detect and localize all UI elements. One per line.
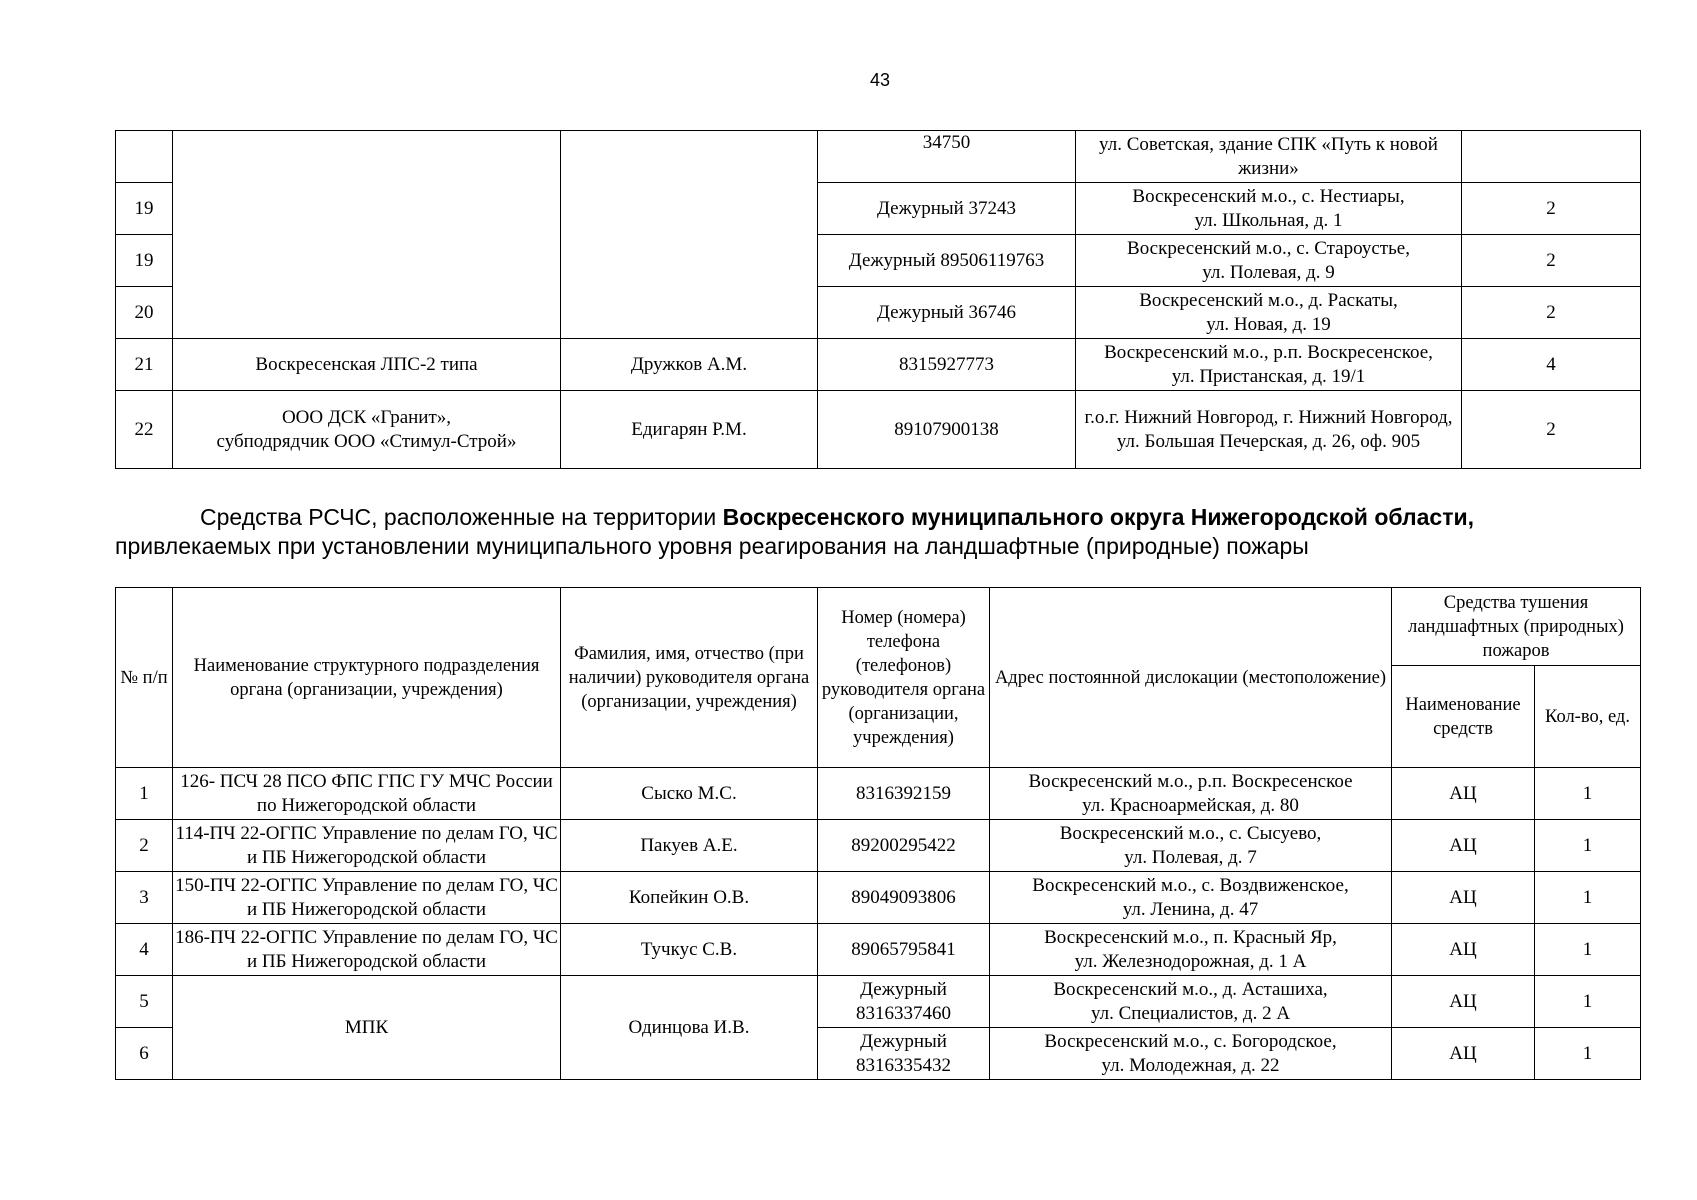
address-line: Воскресенский м.о., с. Воздвиженское, <box>1032 874 1349 896</box>
address-line: Воскресенский м.о., с. Сысуево, <box>1059 822 1322 844</box>
address-line: ул. Молодежная, д. 22 <box>1101 1054 1280 1076</box>
section-heading <box>115 503 1645 561</box>
table-row <box>116 924 1641 976</box>
phone-cell: 8315927773 <box>818 339 1076 391</box>
continuation-table <box>115 130 1641 469</box>
count-cell: 1 <box>1535 820 1641 872</box>
address-line: Воскресенский м.о., д. Раскаты, <box>1139 289 1398 311</box>
address-line: Воскресенский м.о., с. Нестиары, <box>1132 185 1405 207</box>
address-line: ул. Ленина, д. 47 <box>1122 898 1259 920</box>
head-cell: Едигарян Р.М. <box>561 391 818 469</box>
phone-cell: 89107900138 <box>818 391 1076 469</box>
means-cell: АЦ <box>1392 768 1535 820</box>
address-line: ул. Пристанская, д. 19/1 <box>1171 365 1366 387</box>
address-line: Воскресенский м.о., с. Богородское, <box>1044 1030 1337 1052</box>
header-means-count: Кол-во, ед. <box>1535 666 1641 768</box>
row-number: 6 <box>116 1028 173 1080</box>
address-line: ул. Специалистов, д. 2 А <box>1090 1002 1291 1024</box>
count-cell: 1 <box>1535 768 1641 820</box>
row-number: 2 <box>116 820 173 872</box>
heading-line-2: привлекаемых при установлении муниципального уровня реагирования на ландшафтные (природные) пожары <box>115 533 1309 559</box>
row-number: 21 <box>116 339 173 391</box>
org-cell: 186-ПЧ 22-ОГПС Управление по делам ГО, ЧС и ПБ Нижегородской области <box>173 924 561 976</box>
org-cell <box>173 391 561 469</box>
row-number <box>116 131 173 183</box>
count-cell: 1 <box>1535 1028 1641 1080</box>
address-line: ул. Красноармейская, д. 80 <box>1082 794 1299 816</box>
phone-cell: 34750 <box>818 131 1076 183</box>
head-cell: Копейкин О.В. <box>561 872 818 924</box>
row-number: 5 <box>116 976 173 1028</box>
address-cell <box>1076 235 1462 287</box>
count-cell: 1 <box>1535 976 1641 1028</box>
header-means-name: Наименование средств <box>1392 666 1535 768</box>
header-num: № п/п <box>116 588 173 768</box>
count-cell: 2 <box>1462 235 1641 287</box>
header-means: Средства тушения ландшафтных (природных) пожаров <box>1392 588 1641 666</box>
address-line: Воскресенский м.о., д. Асташиха, <box>1053 978 1328 1000</box>
address-line: ул. Школьная, д. 1 <box>1194 209 1343 231</box>
org-line: субподрядчик ООО «Стимул-Строй» <box>216 430 517 452</box>
phone-cell: 8316392159 <box>818 768 990 820</box>
address-cell <box>990 820 1392 872</box>
address-cell <box>1076 183 1462 235</box>
head-cell: Тучкус С.В. <box>561 924 818 976</box>
org-cell: 114-ПЧ 22-ОГПС Управление по делам ГО, ЧС и ПБ Нижегородской области <box>173 820 561 872</box>
count-cell: 2 <box>1462 391 1641 469</box>
count-cell: 4 <box>1462 339 1641 391</box>
heading-bold-text: Воскресенского муниципального округа Нижегородской области, <box>722 504 1475 530</box>
address-line: Воскресенский м.о., р.п. Воскресенское <box>1028 770 1353 792</box>
count-cell: 2 <box>1462 183 1641 235</box>
count-cell <box>1462 131 1641 183</box>
header-address: Адрес постоянной дислокации (местоположение) <box>990 588 1392 768</box>
address-cell <box>990 976 1392 1028</box>
address-cell: ул. Советская, здание СПК «Путь к новой жизни» <box>1076 131 1462 183</box>
org-cell: Воскресенская ЛПС-2 типа <box>173 339 561 391</box>
address-line: Воскресенский м.о., п. Красный Яр, <box>1044 926 1337 948</box>
phone-cell: Дежурный 8316335432 <box>818 1028 990 1080</box>
table-row <box>116 768 1641 820</box>
address-line: ул. Полевая, д. 9 <box>1202 261 1335 283</box>
row-number: 3 <box>116 872 173 924</box>
table-row <box>116 391 1641 469</box>
address-cell <box>990 1028 1392 1080</box>
count-cell: 1 <box>1535 872 1641 924</box>
address-line: ул. Полевая, д. 7 <box>1124 846 1257 868</box>
org-cell: МПК <box>173 976 561 1080</box>
head-cell-empty <box>561 131 818 339</box>
means-cell: АЦ <box>1392 820 1535 872</box>
row-number: 22 <box>116 391 173 469</box>
head-cell: Сыско М.С. <box>561 768 818 820</box>
table-row <box>116 976 1641 1028</box>
means-cell: АЦ <box>1392 1028 1535 1080</box>
row-number: 19 <box>116 235 173 287</box>
phone-cell: Дежурный 89506119763 <box>818 235 1076 287</box>
head-cell: Дружков А.М. <box>561 339 818 391</box>
means-cell: АЦ <box>1392 872 1535 924</box>
org-line: ООО ДСК «Гранит», <box>281 406 452 428</box>
phone-cell: Дежурный 37243 <box>818 183 1076 235</box>
rschs-means-table <box>115 587 1641 1080</box>
phone-cell: 89049093806 <box>818 872 990 924</box>
address-line: ул. Железнодорожная, д. 1 А <box>1074 950 1307 972</box>
count-cell: 1 <box>1535 924 1641 976</box>
row-number: 19 <box>116 183 173 235</box>
page-number: 43 <box>869 70 891 90</box>
address-line: Воскресенский м.о., р.п. Воскресенское, <box>1104 341 1433 363</box>
org-cell: 126- ПСЧ 28 ПСО ФПС ГПС ГУ МЧС России по Нижегородской области <box>173 768 561 820</box>
heading-line-1 <box>115 503 1645 532</box>
header-head: Фамилия, имя, отчество (при наличии) руководителя органа (организации, учреждения) <box>561 588 818 768</box>
table-row <box>116 872 1641 924</box>
phone-cell: Дежурный 8316337460 <box>818 976 990 1028</box>
address-cell: г.о.г. Нижний Новгород, г. Нижний Новгород, ул. Большая Печерская, д. 26, оф. 905 <box>1076 391 1462 469</box>
phone-cell: Дежурный 36746 <box>818 287 1076 339</box>
address-cell <box>990 768 1392 820</box>
means-cell: АЦ <box>1392 924 1535 976</box>
count-cell: 2 <box>1462 287 1641 339</box>
head-cell: Пакуев А.Е. <box>561 820 818 872</box>
table-row <box>116 339 1641 391</box>
row-number: 1 <box>116 768 173 820</box>
address-cell <box>990 872 1392 924</box>
phone-cell: 89065795841 <box>818 924 990 976</box>
header-org: Наименование структурного подразделения органа (организации, учреждения) <box>173 588 561 768</box>
row-number: 20 <box>116 287 173 339</box>
row-number: 4 <box>116 924 173 976</box>
address-cell <box>990 924 1392 976</box>
phone-cell: 89200295422 <box>818 820 990 872</box>
table-row <box>116 131 1641 183</box>
header-row <box>116 588 1641 666</box>
org-cell: 150-ПЧ 22-ОГПС Управление по делам ГО, ЧС и ПБ Нижегородской области <box>173 872 561 924</box>
address-cell <box>1076 339 1462 391</box>
address-cell <box>1076 287 1462 339</box>
address-line: ул. Новая, д. 19 <box>1206 313 1331 335</box>
head-cell: Одинцова И.В. <box>561 976 818 1080</box>
heading-text: Средства РСЧС, расположенные на территории <box>200 504 723 530</box>
org-cell-empty <box>173 131 561 339</box>
table-row <box>116 820 1641 872</box>
header-phone: Номер (номера) телефона (телефонов) руководителя органа (организации, учреждения) <box>818 588 990 768</box>
means-cell: АЦ <box>1392 976 1535 1028</box>
address-line: Воскресенский м.о., с. Староустье, <box>1127 237 1410 259</box>
